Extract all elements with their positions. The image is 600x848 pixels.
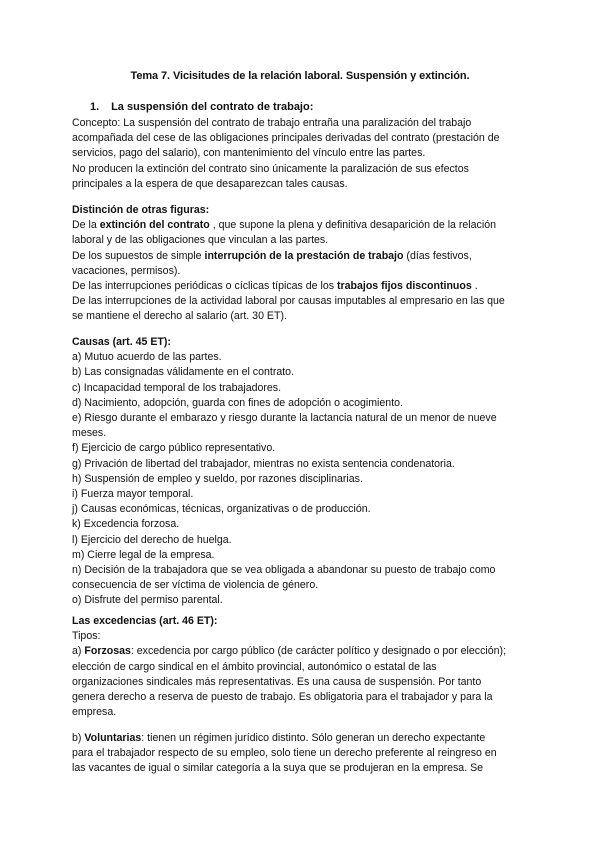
text-line bbox=[72, 249, 542, 264]
causas-heading: Causas (art. 45 ET): bbox=[72, 336, 171, 348]
concepto-block bbox=[72, 116, 542, 192]
bold-term: Forzosas bbox=[84, 645, 131, 658]
list-item: e) Riesgo durante el embarazo y riesgo durante la lactancia natural de un menor de nueve bbox=[72, 412, 497, 425]
text-line: acompañada del cese de las obligaciones principales derivadas del contrato (prestación de bbox=[72, 132, 500, 145]
section-1-heading-text: La suspensión del contrato de trabajo: bbox=[111, 101, 314, 113]
distincion-heading: Distinción de otras figuras: bbox=[72, 204, 210, 216]
text-line bbox=[72, 644, 542, 659]
text-span: De la bbox=[72, 219, 100, 232]
bold-term: extinción del contrato bbox=[99, 219, 210, 232]
text-span: : excedencia por cargo público (de carácter político y designado o por elección); bbox=[130, 645, 507, 658]
text-span: : tienen un régimen jurídico distinto. Sólo generan un derecho expectante bbox=[141, 732, 486, 744]
text-line: para el trabajador respecto de su empleo, solo tiene un derecho preferente al reingreso en bbox=[72, 747, 497, 760]
text-line: se mantiene el derecho al salario (art. 30 ET). bbox=[72, 310, 287, 323]
text-span: a) bbox=[72, 645, 85, 658]
excedencias-block bbox=[72, 614, 542, 720]
bold-term: Voluntarias bbox=[84, 732, 142, 744]
text-line: No producen la extinción del contrato sino únicamente la paralización de sus efectos bbox=[72, 162, 469, 175]
text-line: principales a la espera de que desaparezcan tales causas. bbox=[72, 177, 348, 190]
text-line: vacaciones, permisos). bbox=[72, 264, 181, 277]
text-line: Concepto: La suspensión del contrato de trabajo entraña una paralización del trabajo bbox=[72, 117, 472, 129]
text-line bbox=[72, 731, 542, 746]
text-line: organizaciones sindicales más representativas. Es una causa de suspensión. Por tanto bbox=[72, 675, 482, 688]
section-1-number: 1. bbox=[90, 101, 100, 113]
text-span: b) bbox=[72, 732, 85, 744]
list-item: n) Decisión de la trabajadora que se vea obligada a abandonar su puesto de trabajo como bbox=[72, 564, 496, 577]
list-item: o) Disfrute del permiso parental. bbox=[72, 594, 223, 607]
text-line: empresa. bbox=[72, 706, 117, 719]
text-line: Tipos: bbox=[72, 630, 101, 643]
list-item: k) Excedencia forzosa. bbox=[72, 518, 180, 531]
distincion-block bbox=[72, 203, 542, 325]
text-span: . bbox=[471, 280, 478, 293]
text-span: , que supone la plena y definitiva desaparición de la relación bbox=[209, 219, 496, 232]
text-line: elección de cargo sindical en el ámbito provincial, autonómico o estatal de las bbox=[72, 660, 437, 673]
list-item: h) Suspensión de empleo y sueldo, por razones disciplinarias. bbox=[72, 472, 363, 485]
text-span: (días festivos, bbox=[403, 249, 472, 262]
voluntarias-block bbox=[72, 731, 542, 777]
list-item: m) Cierre legal de la empresa. bbox=[72, 548, 215, 561]
text-line bbox=[72, 279, 542, 294]
text-line: laboral y de las obligaciones que vinculan a las partes. bbox=[72, 234, 329, 247]
text-span: De los supuestos de simple bbox=[72, 249, 205, 262]
excedencias-heading: Las excedencias (art. 46 ET): bbox=[72, 615, 218, 627]
text-line: servicios, pago del salario), con mantenimiento del vínculo entre las partes. bbox=[72, 147, 426, 160]
text-line bbox=[72, 218, 542, 233]
section-1-heading bbox=[90, 101, 313, 113]
causas-block bbox=[72, 335, 542, 609]
list-item: c) Incapacidad temporal de los trabajadores. bbox=[72, 381, 282, 394]
text-line: genera derecho a reserva de puesto de trabajo. Es obligatoria para el trabajador y para la bbox=[72, 691, 493, 704]
bold-term: trabajos fijos discontinuos bbox=[336, 280, 472, 293]
list-item: j) Causas económicas, técnicas, organizativas o de producción. bbox=[72, 503, 371, 516]
list-item: meses. bbox=[72, 427, 107, 440]
list-item: b) Las consignadas válidamente en el contrato. bbox=[72, 366, 295, 379]
text-line: De las interrupciones de la actividad laboral por causas imputables al empresario en las que bbox=[72, 295, 505, 308]
list-item: a) Mutuo acuerdo de las partes. bbox=[72, 351, 222, 364]
bold-term: interrupción de la prestación de trabajo bbox=[204, 249, 404, 262]
list-item: f) Ejercicio de cargo público representativo. bbox=[72, 442, 276, 455]
list-item: l) Ejercicio del derecho de huelga. bbox=[72, 533, 232, 546]
list-item: g) Privación de libertad del trabajador, mientras no exista sentencia condenatoria. bbox=[72, 457, 455, 470]
list-item: consecuencia de ser víctima de violencia de género. bbox=[72, 579, 319, 592]
text-line: las vacantes de igual o similar categoría a la suya que se produjeran en la empresa. Se bbox=[72, 762, 484, 775]
text-span: De las interrupciones periódicas o cíclicas típicas de los bbox=[72, 280, 337, 293]
document-title: Tema 7. Vicisitudes de la relación laboral. Suspensión y extinción. bbox=[130, 70, 470, 82]
list-item: d) Nacimiento, adopción, guarda con fines de adopción o acogimiento. bbox=[72, 396, 403, 409]
list-item: i) Fuerza mayor temporal. bbox=[72, 488, 194, 501]
